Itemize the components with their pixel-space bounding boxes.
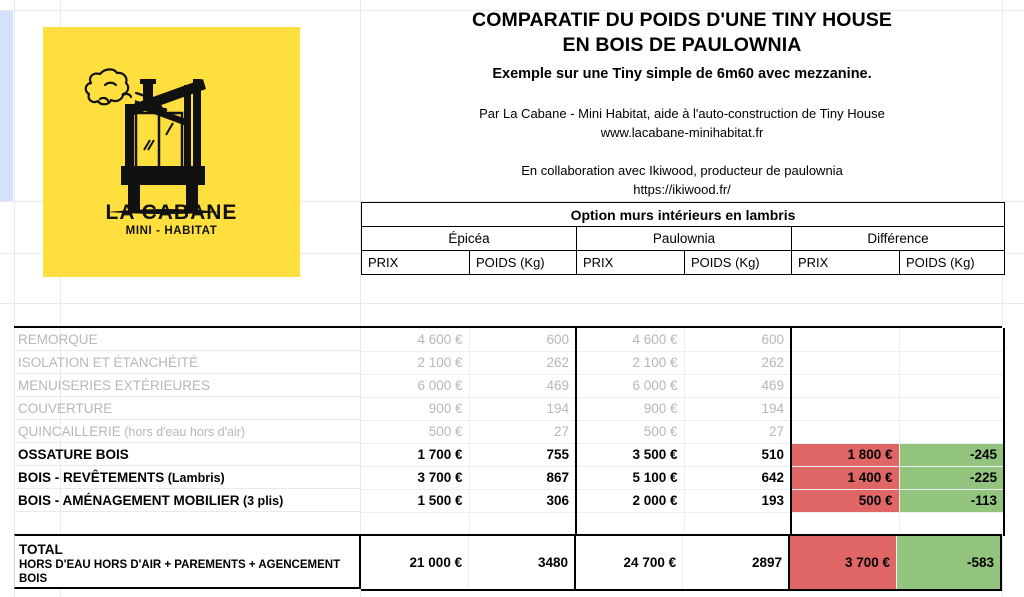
cell-paulownia-prix bbox=[576, 512, 684, 535]
cell-paulownia-prix: 4 600 € bbox=[576, 328, 684, 351]
row-label-text: QUINCAILLERIE bbox=[18, 424, 121, 439]
cell-paulownia-poids bbox=[684, 512, 791, 535]
total-paulownia-poids: 2897 bbox=[683, 535, 789, 590]
table-row bbox=[361, 420, 1004, 443]
credit-partner-line: En collaboration avec Ikiwood, producteur de paulownia bbox=[521, 163, 843, 178]
cell-epicea-poids: 600 bbox=[469, 328, 576, 351]
tiny-house-icon bbox=[43, 27, 300, 277]
cell-difference-poids bbox=[899, 374, 1004, 397]
table-row-subheaders bbox=[362, 251, 1005, 275]
cell-epicea-prix: 4 600 € bbox=[361, 328, 469, 351]
cell-difference-poids bbox=[899, 512, 1004, 535]
cell-paulownia-poids: 469 bbox=[684, 374, 791, 397]
group-header-epicea: Épicéa bbox=[362, 227, 577, 251]
cell-difference-prix: 500 € bbox=[791, 489, 899, 512]
cell-paulownia-poids: 642 bbox=[684, 466, 791, 489]
total-paulownia-prix: 24 700 € bbox=[575, 535, 683, 590]
row-label-text: COUVERTURE bbox=[18, 401, 113, 416]
cell-difference-poids: -113 bbox=[899, 489, 1004, 512]
table-row bbox=[361, 443, 1004, 466]
total-subtitle-line2: BOIS bbox=[19, 573, 48, 585]
cell-epicea-prix: 6 000 € bbox=[361, 374, 469, 397]
total-difference-prix: 3 700 € bbox=[789, 535, 897, 590]
cell-paulownia-poids: 600 bbox=[684, 328, 791, 351]
cell-epicea-poids: 306 bbox=[469, 489, 576, 512]
table-row bbox=[361, 512, 1004, 535]
table-row bbox=[361, 466, 1004, 489]
total-row bbox=[14, 534, 1002, 589]
cell-epicea-prix: 1 700 € bbox=[361, 443, 469, 466]
subheader-difference-prix: PRIX bbox=[792, 251, 900, 275]
cell-epicea-poids: 262 bbox=[469, 351, 576, 374]
row-label-note: (hors d'eau hors d'air) bbox=[120, 425, 246, 439]
cell-difference-prix: 1 800 € bbox=[791, 443, 899, 466]
total-subtitle-line1: HORS D'EAU HORS D'AIR + PAREMENTS + AGENCEMENT bbox=[19, 559, 341, 571]
total-epicea-poids: 3480 bbox=[469, 535, 575, 590]
subheader-paulownia-poids: POIDS (Kg) bbox=[685, 251, 792, 275]
title-line-1: COMPARATIF DU POIDS D'UNE TINY HOUSE bbox=[472, 9, 892, 31]
row-label-text: MENUISERIES EXTÉRIEURES bbox=[18, 378, 211, 393]
selected-cell-range[interactable] bbox=[0, 11, 13, 201]
cell-paulownia-prix: 2 100 € bbox=[576, 351, 684, 374]
subheader-epicea-prix: PRIX bbox=[362, 251, 470, 275]
logo-la-cabane bbox=[43, 27, 300, 277]
group-header-difference: Différence bbox=[792, 227, 1005, 251]
credit-author bbox=[362, 104, 1002, 142]
subtitle: Exemple sur une Tiny simple de 6m60 avec mezzanine. bbox=[492, 66, 872, 82]
row-label-note: (3 plis) bbox=[239, 494, 284, 508]
comparison-data-grid bbox=[361, 328, 1005, 536]
group-header-paulownia: Paulownia bbox=[577, 227, 792, 251]
logo-brand-name: LA CABANE bbox=[105, 201, 238, 224]
cell-epicea-prix: 900 € bbox=[361, 397, 469, 420]
row-label bbox=[14, 374, 361, 397]
cell-difference-poids bbox=[899, 397, 1004, 420]
table-row bbox=[361, 374, 1004, 397]
cell-epicea-prix: 2 100 € bbox=[361, 351, 469, 374]
cell-difference-poids bbox=[899, 328, 1004, 351]
cell-epicea-prix: 1 500 € bbox=[361, 489, 469, 512]
table-row bbox=[361, 489, 1004, 512]
cell-paulownia-prix: 500 € bbox=[576, 420, 684, 443]
cell-paulownia-poids: 194 bbox=[684, 397, 791, 420]
cell-paulownia-poids: 262 bbox=[684, 351, 791, 374]
row-label-text: BOIS - REVÊTEMENTS bbox=[18, 470, 165, 485]
cell-epicea-prix: 3 700 € bbox=[361, 466, 469, 489]
cell-paulownia-prix: 5 100 € bbox=[576, 466, 684, 489]
table-row-groups bbox=[362, 227, 1005, 251]
cell-difference-prix bbox=[791, 397, 899, 420]
cell-difference-prix: 1 400 € bbox=[791, 466, 899, 489]
cell-epicea-poids: 27 bbox=[469, 420, 576, 443]
subheader-difference-poids: POIDS (Kg) bbox=[900, 251, 1005, 275]
table-row-option bbox=[362, 203, 1005, 227]
cell-epicea-poids: 867 bbox=[469, 466, 576, 489]
cell-paulownia-poids: 193 bbox=[684, 489, 791, 512]
total-title: TOTAL bbox=[19, 542, 63, 557]
credit-website-link[interactable]: www.lacabane-minihabitat.fr bbox=[600, 125, 764, 140]
subheader-paulownia-prix: PRIX bbox=[577, 251, 685, 275]
cell-epicea-prix bbox=[361, 512, 469, 535]
credit-partner bbox=[362, 161, 1002, 199]
cell-epicea-poids: 755 bbox=[469, 443, 576, 466]
row-label bbox=[14, 512, 361, 535]
header-block bbox=[362, 8, 1002, 199]
total-label-cell bbox=[14, 534, 361, 589]
cell-difference-poids: -245 bbox=[899, 443, 1004, 466]
cell-paulownia-prix: 3 500 € bbox=[576, 443, 684, 466]
cell-difference-poids bbox=[899, 420, 1004, 443]
row-label-note: (Lambris) bbox=[164, 471, 225, 485]
cell-epicea-poids bbox=[469, 512, 576, 535]
row-label bbox=[14, 489, 361, 512]
logo-wordmark bbox=[43, 202, 300, 239]
cell-paulownia-poids: 510 bbox=[684, 443, 791, 466]
table-row bbox=[361, 397, 1004, 420]
row-label bbox=[14, 466, 361, 489]
cell-difference-prix bbox=[791, 512, 899, 535]
table-row bbox=[361, 328, 1004, 351]
cell-epicea-poids: 469 bbox=[469, 374, 576, 397]
row-label bbox=[14, 328, 361, 351]
cell-paulownia-prix: 2 000 € bbox=[576, 489, 684, 512]
row-label bbox=[14, 443, 361, 466]
row-label bbox=[14, 420, 361, 443]
row-label-text: BOIS - AMÉNAGEMENT MOBILIER bbox=[18, 493, 240, 508]
cell-paulownia-poids: 27 bbox=[684, 420, 791, 443]
total-difference-poids: -583 bbox=[897, 535, 1001, 590]
gridline bbox=[0, 303, 1024, 304]
logo-brand-tagline: MINI - HABITAT bbox=[125, 225, 218, 237]
row-label bbox=[14, 351, 361, 374]
cell-difference-poids bbox=[899, 351, 1004, 374]
title-line-2: EN BOIS DE PAULOWNIA bbox=[562, 34, 802, 56]
comparison-table-header bbox=[361, 202, 1005, 275]
cell-difference-prix bbox=[791, 374, 899, 397]
cell-epicea-prix: 500 € bbox=[361, 420, 469, 443]
row-label bbox=[14, 397, 361, 420]
row-label-column bbox=[14, 328, 361, 535]
cell-difference-prix bbox=[791, 328, 899, 351]
cell-difference-prix bbox=[791, 420, 899, 443]
cell-difference-poids: -225 bbox=[899, 466, 1004, 489]
row-label-text: REMORQUE bbox=[18, 332, 98, 347]
row-label-text: OSSATURE BOIS bbox=[18, 447, 129, 462]
total-values-row bbox=[361, 535, 1001, 590]
credit-partner-link[interactable]: https://ikiwood.fr/ bbox=[633, 182, 731, 197]
credit-author-line: Par La Cabane - Mini Habitat, aide à l'auto-construction de Tiny House bbox=[479, 106, 885, 121]
cell-paulownia-prix: 6 000 € bbox=[576, 374, 684, 397]
total-epicea-prix: 21 000 € bbox=[361, 535, 469, 590]
cell-epicea-poids: 194 bbox=[469, 397, 576, 420]
option-header-cell: Option murs intérieurs en lambris bbox=[362, 203, 1005, 227]
total-values bbox=[361, 534, 1002, 591]
cell-difference-prix bbox=[791, 351, 899, 374]
cell-paulownia-prix: 900 € bbox=[576, 397, 684, 420]
row-label-text: ISOLATION ET ÉTANCHÉITÉ bbox=[18, 355, 199, 370]
subheader-epicea-poids: POIDS (Kg) bbox=[470, 251, 577, 275]
table-row bbox=[361, 351, 1004, 374]
